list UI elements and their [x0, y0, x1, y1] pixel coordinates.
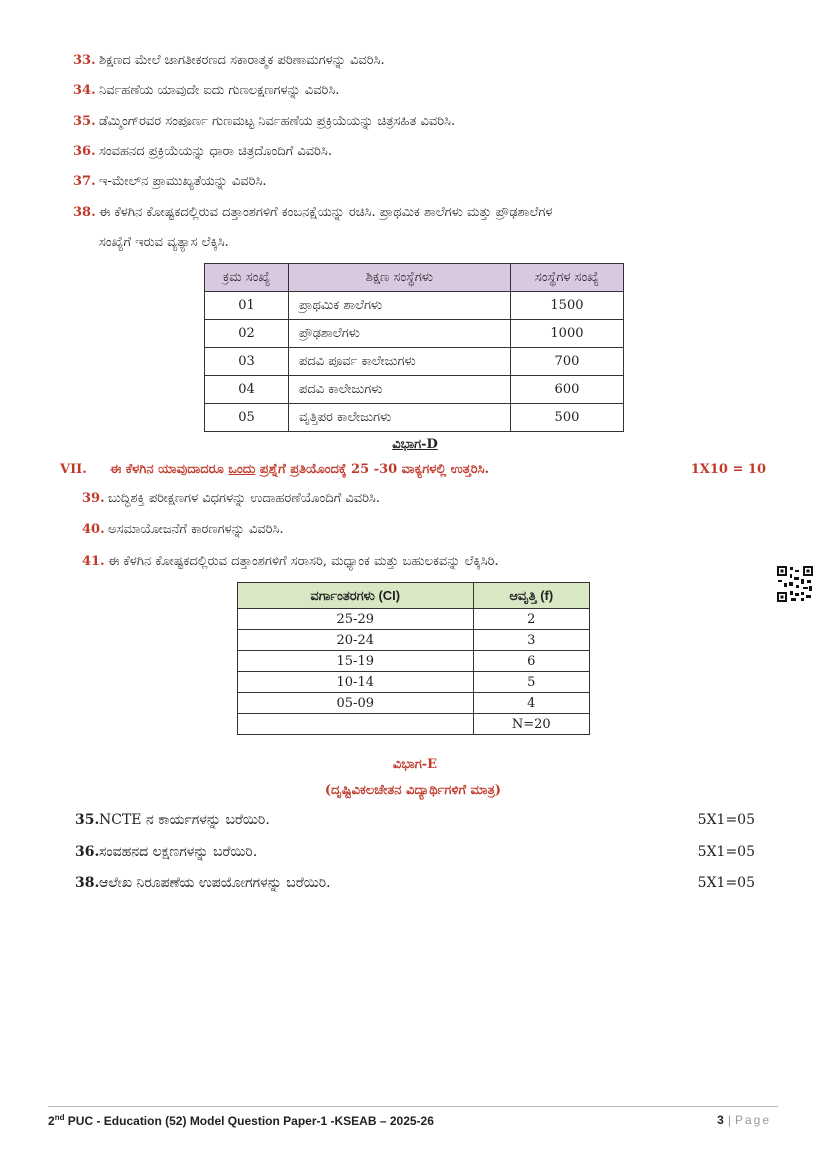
footer-text: PUC - Education (52) Model Question Paper-1 -KSEAB – 2025-26 — [64, 1114, 434, 1128]
instruction-underlined: ಒಂದು — [228, 462, 256, 477]
table-cell: ಪ್ರೌಢಶಾಲೆಗಳು — [289, 320, 511, 348]
page-label: Page — [734, 1113, 771, 1127]
table-cell: 25-29 — [238, 609, 474, 630]
table-cell: 2 — [473, 609, 589, 630]
table-row — [205, 376, 624, 404]
table-cell: ವೃತ್ತಿಪರ ಕಾಲೇಜುಗಳು — [289, 404, 511, 432]
header-institution: ಶಿಕ್ಷಣ ಸಂಸ್ಥೆಗಳು — [289, 264, 511, 292]
table-cell: 700 — [510, 348, 623, 376]
table-row — [238, 714, 590, 735]
footer-puc-suffix: nd — [54, 1113, 65, 1122]
question-34: 34. ನಿರ್ವಹಣೆಯ ಯಾವುದೇ ಐದು ಗುಣಲಕ್ಷಣಗಳನ್ನು ವಿವರಿಸಿ. — [73, 83, 340, 98]
page-number: 3 | Page — [717, 1113, 771, 1127]
table-cell: 600 — [510, 376, 623, 404]
table-cell: 5 — [473, 672, 589, 693]
section-number: VII. — [60, 462, 87, 477]
header-frequency: ಆವೃತ್ತಿ (f) — [473, 583, 589, 609]
question-36: 36. ಸಂವಹನದ ಪ್ರಕ್ರಿಯೆಯನ್ನು ಧಾರಾ ಚಿತ್ರದೊಂದಿಗೆ ವಿವರಿಸಿ. — [73, 144, 332, 159]
table-cell: ಪದವಿ ಕಾಲೇಜುಗಳು — [289, 376, 511, 404]
table-cell: 01 — [205, 292, 289, 320]
section-e-title: ವಿಭಾಗ-E — [392, 757, 438, 772]
table-cell: 03 — [205, 348, 289, 376]
question-35: 35. ಡೆಮ್ಮಿಂಗ್‌ರವರ ಸಂಪೂರ್ಣ ಗುಣಮಟ್ಟ ನಿರ್ವಹಣೆಯ ಪ್ರಕ್ರಿಯೆಯನ್ನು ಚಿತ್ರಸಹಿತ ವಿವರಿಸಿ. — [73, 114, 456, 129]
table-cell — [238, 714, 474, 735]
table-cell: 500 — [510, 404, 623, 432]
table-cell: 1000 — [510, 320, 623, 348]
table-row — [205, 320, 624, 348]
header-serial: ಕ್ರಮ ಸಂಖ್ಯೆ — [205, 264, 289, 292]
instruction-text: ಈ ಕೆಳಗಿನ ಯಾವುದಾದರೂ — [110, 462, 229, 477]
table-cell: 4 — [473, 693, 589, 714]
table-cell: N=20 — [473, 714, 589, 735]
question-40: 40. ಅಸಮಾಯೋಜನೆಗೆ ಕಾರಣಗಳನ್ನು ವಿವರಿಸಿ. — [82, 522, 284, 537]
table-cell: 05-09 — [238, 693, 474, 714]
section-marks: 1X10 = 10 — [690, 462, 766, 477]
question-38: 38. ಈ ಕೆಳಗಿನ ಕೋಷ್ಟಕದಲ್ಲಿರುವ ದತ್ತಾಂಶಗಳಿಗೆ ಕಂಬನಕ್ಷೆಯನ್ನು ರಚಿಸಿ. ಪ್ರಾಥಮಿಕ ಶಾಲೆಗಳು ಮತ್ತು ಪ್ರೌಢಶಾಲೆಗಳ — [73, 205, 553, 220]
section-e-question-36: 36.ಸಂವಹನದ ಲಕ್ಷಣಗಳನ್ನು ಬರೆಯಿರಿ. 5X1=05 — [75, 844, 755, 860]
question-41: 41. ಈ ಕೆಳಗಿನ ಕೋಷ್ಟಕದಲ್ಲಿರುವ ದತ್ತಾಂಶಗಳಿಗೆ ಸರಾಸರಿ, ಮಧ್ಯಾಂಕ ಮತ್ತು ಬಹುಲಕವನ್ನು ಲೆಕ್ಕಿಸಿರಿ. — [82, 554, 499, 569]
question-marks: 5X1=05 — [697, 875, 755, 891]
footer-title — [48, 1113, 434, 1128]
table-cell: 10-14 — [238, 672, 474, 693]
table-row — [205, 404, 624, 432]
table-row — [238, 693, 590, 714]
table-row — [205, 348, 624, 376]
table-cell: 6 — [473, 651, 589, 672]
table-header-row — [205, 264, 624, 292]
question-marks: 5X1=05 — [697, 812, 755, 828]
question-marks: 5X1=05 — [697, 844, 755, 860]
footer-puc-number: 2 — [48, 1114, 55, 1128]
section-d-instruction — [60, 462, 770, 477]
table-header-row — [238, 583, 590, 609]
table-cell: 04 — [205, 376, 289, 404]
table-row — [238, 672, 590, 693]
table-cell: ಪದವಿ ಪೂರ್ವ ಕಾಲೇಜುಗಳು — [289, 348, 511, 376]
table-row — [238, 609, 590, 630]
table-row — [205, 292, 624, 320]
question-39: 39. ಬುದ್ಧಿಶಕ್ತಿ ಪರೀಕ್ಷಣಗಳ ವಿಧಗಳನ್ನು ಉದಾಹರಣೆಯೊಂದಿಗೆ ವಿವರಿಸಿ. — [82, 491, 380, 506]
table-cell: 1500 — [510, 292, 623, 320]
section-d-title: ವಿಭಾಗ-D — [392, 437, 438, 452]
question-37: 37. ಇ-ಮೇಲ್‌ನ ಪ್ರಾಮುಖ್ಯತೆಯನ್ನು ವಿವರಿಸಿ. — [73, 174, 267, 189]
header-count: ಸಂಸ್ಥೆಗಳ ಸಂಖ್ಯೆ — [510, 264, 623, 292]
instruction-text-post: ಪ್ರಶ್ನೆಗೆ ಪ್ರತಿಯೊಂದಕ್ಕೆ 25 -30 ವಾಕ್ಯಗಳಲ್ಲಿ ಉತ್ತರಿಸಿ. — [255, 462, 490, 477]
qr-code-icon — [776, 565, 814, 603]
table-cell: 15-19 — [238, 651, 474, 672]
table-cell: 20-24 — [238, 630, 474, 651]
table-row — [238, 651, 590, 672]
institutions-table — [204, 263, 624, 432]
page-number-value: 3 — [717, 1113, 724, 1127]
question-38-continuation: ಸಂಖ್ಯೆಗೆ ಇರುವ ವ್ಯತ್ಯಾಸ ಲೆಕ್ಕಿಸಿ. — [99, 235, 229, 250]
frequency-table — [237, 582, 590, 735]
section-e-subtitle: (ದೃಷ್ಟಿವಿಕಲಚೇತನ ವಿದ್ಯಾರ್ಥಿಗಳಿಗೆ ಮಾತ್ರ) — [324, 783, 502, 798]
table-cell: ಪ್ರಾಥಮಿಕ ಶಾಲೆಗಳು — [289, 292, 511, 320]
section-e-question-38: 38.ಆಲೇಖ ನಿರೂಪಣೆಯ ಉಪಯೋಗಗಳನ್ನು ಬರೆಯಿರಿ. 5X1=05 — [75, 875, 755, 891]
table-row — [238, 630, 590, 651]
table-cell: 3 — [473, 630, 589, 651]
header-class-interval: ವರ್ಗಾಂತರಗಳು (CI) — [238, 583, 474, 609]
section-e-question-35: 35.NCTE ನ ಕಾರ್ಯಗಳನ್ನು ಬರೆಯಿರಿ. 5X1=05 — [75, 812, 755, 828]
table-cell: 02 — [205, 320, 289, 348]
footer-divider — [48, 1106, 778, 1107]
table-cell: 05 — [205, 404, 289, 432]
question-33: 33. ಶಿಕ್ಷಣದ ಮೇಲೆ ಜಾಗತೀಕರಣದ ಸಕಾರಾತ್ಮಕ ಪರಿಣಾಮಗಳನ್ನು ವಿವರಿಸಿ. — [73, 53, 385, 68]
